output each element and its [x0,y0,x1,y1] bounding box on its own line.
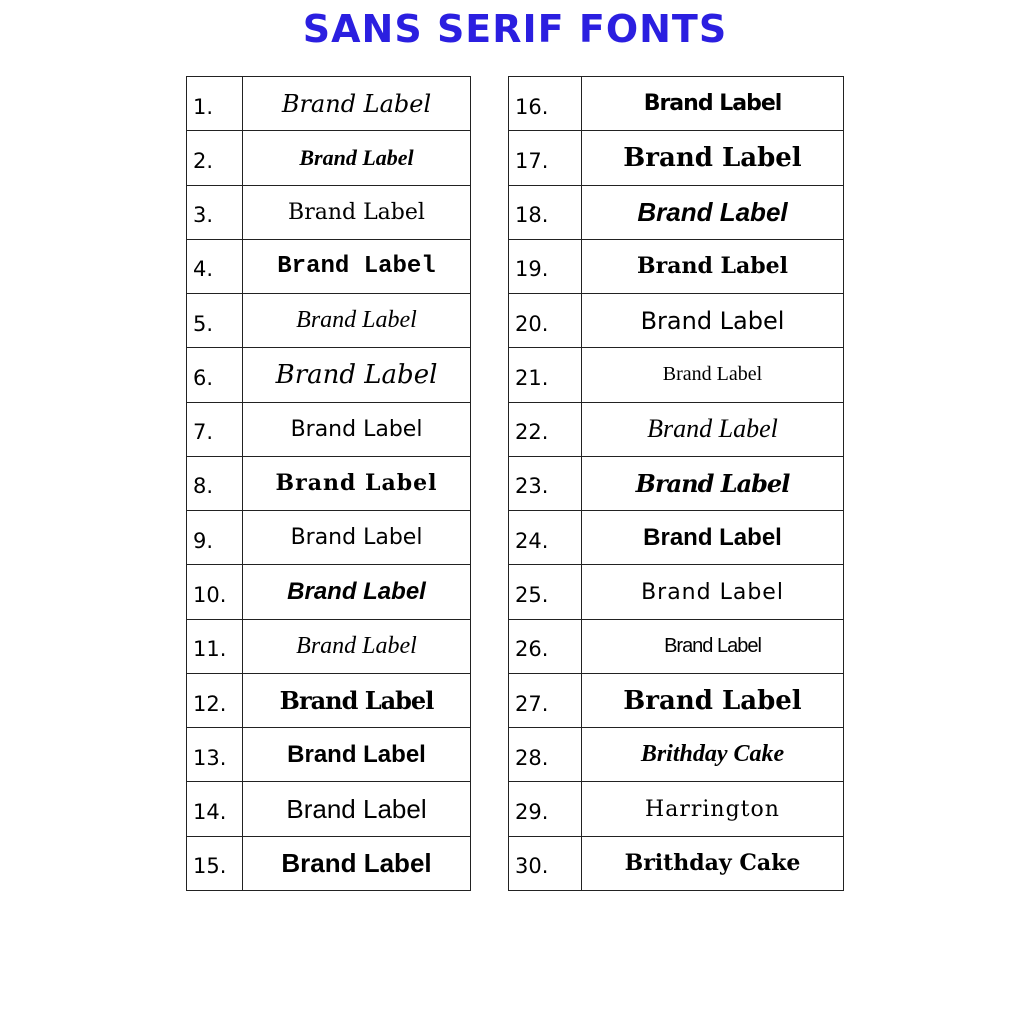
row-number: 21. [509,348,582,402]
table-row [509,782,844,836]
table-row [187,836,471,890]
table-row [187,348,471,402]
row-number: 26. [509,619,582,673]
font-sample: Brand Label [243,185,471,239]
font-sample: Brand Label [582,294,844,348]
table-row [187,239,471,293]
row-number: 19. [509,239,582,293]
row-number: 15. [187,836,243,890]
table-row [509,348,844,402]
font-sample: Brand Label [243,836,471,890]
row-number: 24. [509,511,582,565]
table-row [187,456,471,510]
row-number: 23. [509,456,582,510]
row-number: 17. [509,131,582,185]
row-number: 3. [187,185,243,239]
font-sample: Brand Label [582,185,844,239]
font-table-right [508,76,844,891]
row-number: 29. [509,782,582,836]
table-row [187,77,471,131]
row-number: 28. [509,728,582,782]
font-sample: Brithday Cake [582,836,844,890]
table-row [187,782,471,836]
row-number: 11. [187,619,243,673]
table-row [509,77,844,131]
row-number: 2. [187,131,243,185]
table-row [509,402,844,456]
font-sample: Brand Label [582,456,844,510]
table-row [509,185,844,239]
font-sample: Brand Label [243,619,471,673]
font-sample: Brand Label [243,131,471,185]
table-row [509,511,844,565]
table-row [187,131,471,185]
row-number: 13. [187,728,243,782]
font-sample: Brand Label [243,239,471,293]
font-sample: Brand Label [582,402,844,456]
font-sample: Brand Label [582,565,844,619]
row-number: 7. [187,402,243,456]
table-row [509,728,844,782]
row-number: 4. [187,239,243,293]
row-number: 6. [187,348,243,402]
table-row [509,239,844,293]
row-number: 5. [187,294,243,348]
font-sample: Brand Label [582,131,844,185]
font-table-left [186,76,471,891]
row-number: 14. [187,782,243,836]
font-sample: Brand Label [582,77,844,131]
row-number: 18. [509,185,582,239]
table-row [509,673,844,727]
table-row [187,511,471,565]
table-row [509,294,844,348]
font-sample: Brithday Cake [582,728,844,782]
font-sample: Harrington [582,782,844,836]
table-row [187,673,471,727]
table-row [187,294,471,348]
table-row [509,565,844,619]
row-number: 25. [509,565,582,619]
row-number: 12. [187,673,243,727]
table-row [187,565,471,619]
font-sample: Brand Label [582,239,844,293]
font-sample: Brand Label [582,511,844,565]
table-row [187,728,471,782]
font-sample: Brand Label [582,348,844,402]
table-row [187,402,471,456]
row-number: 1. [187,77,243,131]
row-number: 22. [509,402,582,456]
table-row [187,185,471,239]
row-number: 30. [509,836,582,890]
font-sample: Brand Label [243,294,471,348]
font-sample: Brand Label [243,728,471,782]
row-number: 10. [187,565,243,619]
font-sample: Brand Label [243,673,471,727]
table-row [509,456,844,510]
font-sample: Brand Label [243,77,471,131]
row-number: 8. [187,456,243,510]
font-sample: Brand Label [243,565,471,619]
row-number: 20. [509,294,582,348]
font-sample: Brand Label [243,348,471,402]
table-row [509,836,844,890]
font-sample: Brand Label [582,673,844,727]
font-sample: Brand Label [582,619,844,673]
row-number: 16. [509,77,582,131]
font-sample: Brand Label [243,402,471,456]
font-sample: Brand Label [243,456,471,510]
font-sample: Brand Label [243,782,471,836]
table-row [509,131,844,185]
row-number: 9. [187,511,243,565]
page-title: SANS SERIF FONTS [302,7,728,51]
table-row [187,619,471,673]
table-row [509,619,844,673]
row-number: 27. [509,673,582,727]
font-sample: Brand Label [243,511,471,565]
